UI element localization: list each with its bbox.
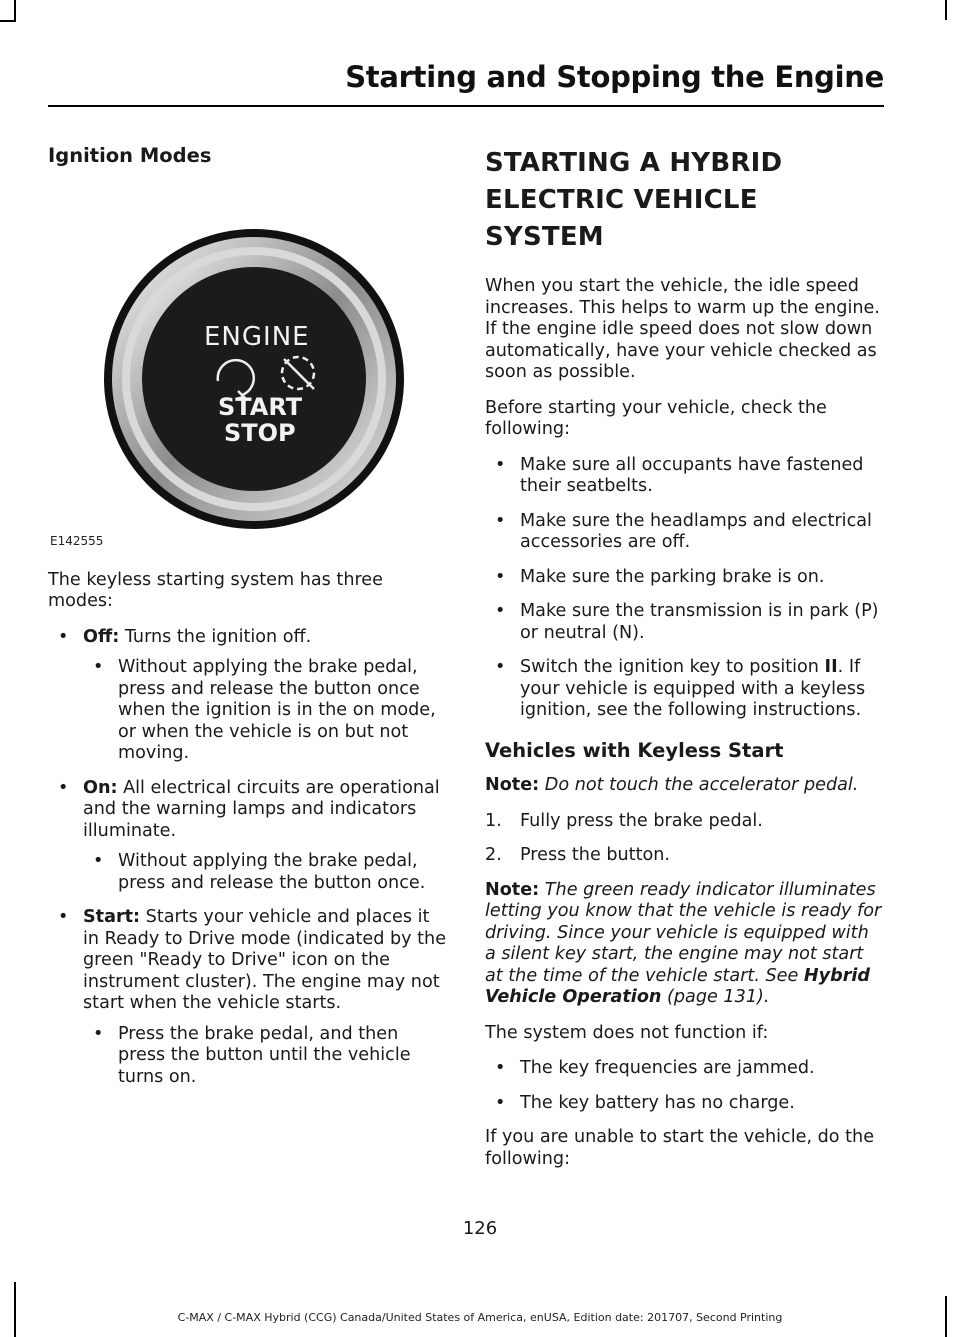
step-text: Press the button. — [520, 845, 670, 865]
crop-mark-top-right-v — [945, 0, 947, 20]
step-number: 2. — [485, 845, 502, 865]
mode-text: Starts your vehicle and places it in Ready to Drive mode (indicated by the green "Ready to Drive" icon on the instrument cluster). The engine may not start when the vehicle starts. — [83, 907, 447, 1013]
pre-start-checklist — [485, 455, 885, 722]
note-text: The green ready indicator illuminates letting you know that the vehicle is ready for driving. Since your vehicle is equipped with a silent key start, the engine may not start at the time of the vehicle start. See — [485, 879, 882, 986]
page-header-title: Starting and Stopping the Engine — [345, 60, 884, 94]
subheading-keyless-start: Vehicles with Keyless Start — [485, 738, 784, 762]
list-item — [485, 657, 885, 722]
list-item: • Make sure the parking brake is on. — [485, 567, 885, 589]
paragraph-unable-to-start: If you are unable to start the vehicle, do the following: — [485, 1127, 875, 1169]
left-column — [48, 145, 450, 1101]
paragraph-idle-speed: When you start the vehicle, the idle speed increases. This helps to warm up the engine. If the engine idle speed does not slow down automatically, have your vehicle checked as soon as possible. — [485, 276, 880, 382]
mode-term: On: — [83, 777, 118, 798]
section-heading-hybrid-line2: ELECTRIC VEHICLE SYSTEM — [485, 185, 758, 252]
keyless-start-steps — [485, 811, 885, 867]
mode-term: Start: — [83, 907, 141, 927]
sub-list — [83, 851, 450, 894]
paragraph-before-starting: Before starting your vehicle, check the following: — [485, 397, 827, 439]
crop-mark-top-left-h — [0, 20, 16, 22]
ignition-modes-list — [48, 627, 450, 1089]
note-ready-indicator — [485, 880, 885, 1009]
note-text: Do not touch the accelerator pedal. — [539, 775, 859, 795]
crop-mark-top-left-v — [14, 0, 16, 20]
note-label: Note: — [485, 775, 540, 795]
sub-list — [83, 1024, 450, 1089]
crop-mark-bottom-left-v — [14, 1282, 16, 1337]
step-text: Fully press the brake pedal. — [520, 810, 763, 831]
list-item — [48, 778, 450, 895]
note-accelerator — [485, 775, 885, 797]
section-heading-hybrid-line1: STARTING A HYBRID — [485, 148, 783, 178]
sub-list — [83, 657, 450, 765]
right-column — [485, 145, 885, 1184]
check-text: Switch the ignition key to position — [520, 657, 825, 677]
step-number: 1. — [485, 810, 502, 831]
button-engine-text: ENGINE — [204, 321, 310, 352]
page-footer: C-MAX / C-MAX Hybrid (CCG) Canada/United States of America, enUSA, Edition date: 201707, Second Printing — [177, 1311, 783, 1324]
list-item: • Make sure the transmission is in park (P) or neutral (N). — [485, 601, 885, 644]
page-reference: (page 131). — [661, 987, 770, 1007]
cross-reference-link[interactable]: Hybrid Vehicle Operation — [485, 965, 871, 1007]
list-item: • The key battery has no charge. — [485, 1093, 885, 1115]
mode-text: All electrical circuits are operational and the warning lamps and indicators illuminate. — [83, 777, 440, 841]
list-item: • Press the brake pedal, and then press the button until the vehicle turns on. — [83, 1024, 450, 1089]
figure-code: E142555 — [50, 534, 104, 548]
engine-start-stop-button-icon — [48, 185, 450, 555]
list-item — [485, 845, 885, 867]
list-item: • Make sure all occupants have fastened their seatbelts. — [485, 455, 885, 498]
section-heading-ignition-modes: Ignition Modes — [48, 144, 212, 167]
paragraph-system-fails: The system does not function if: — [485, 1022, 769, 1043]
list-item — [485, 811, 885, 833]
list-item: • The key frequencies are jammed. — [485, 1058, 885, 1080]
list-item: • Without applying the brake pedal, press and release the button once when the ignition is in the on mode, or when the vehicle is on but not moving. — [83, 657, 450, 765]
list-item — [48, 627, 450, 765]
page-number: 126 — [462, 1218, 498, 1239]
check-text: . If your vehicle is equipped with a keyless ignition, see the following instructions. — [520, 657, 866, 720]
list-item: • Make sure the headlamps and electrical accessories are off. — [485, 511, 885, 554]
header-rule — [48, 105, 884, 107]
mode-term: Off: — [83, 626, 120, 647]
engine-start-stop-figure — [48, 185, 450, 555]
position-label: II — [824, 657, 838, 677]
list-item — [48, 907, 450, 1088]
list-item: • Without applying the brake pedal, press and release the button once. — [83, 851, 450, 894]
note-label: Note: — [485, 879, 540, 900]
mode-text: Turns the ignition off. — [119, 626, 312, 647]
button-start-text: START — [218, 392, 303, 421]
button-stop-text: STOP — [224, 418, 296, 447]
intro-paragraph: The keyless starting system has three modes: — [48, 569, 383, 611]
failure-conditions-list — [485, 1058, 885, 1114]
